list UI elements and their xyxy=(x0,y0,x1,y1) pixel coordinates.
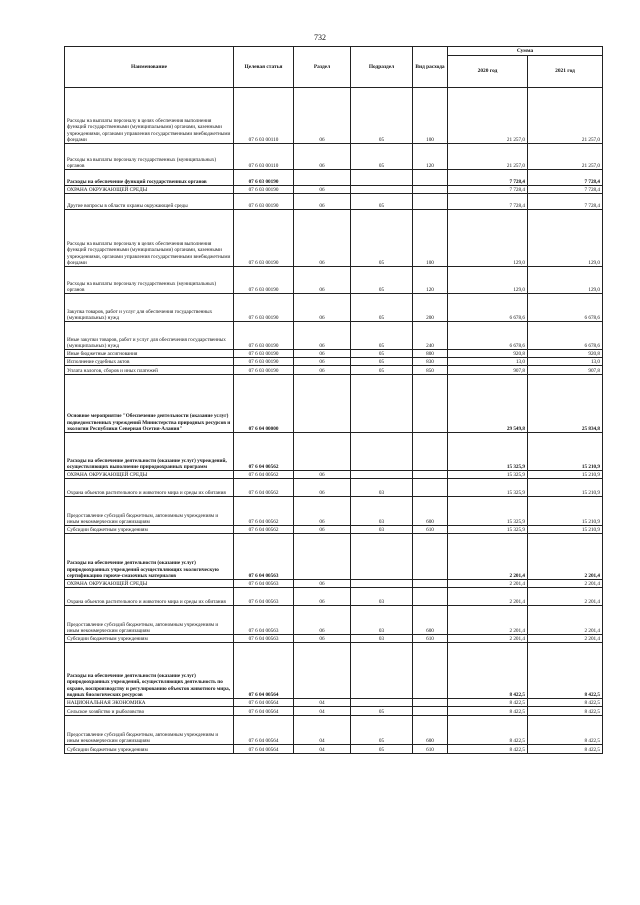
cell-expense-type: 850 xyxy=(413,366,448,375)
cell-section xyxy=(294,534,351,580)
header-article: Целевая статья xyxy=(234,47,294,88)
cell-name: Охрана объектов растительного и животного мира и среды их обитания xyxy=(65,588,234,606)
cell-sum-2020: 13,0 xyxy=(448,358,528,366)
cell-sum-2021: 21 257,0 xyxy=(528,88,603,144)
cell-sum-2020: 7 728,4 xyxy=(448,186,528,194)
cell-sum-2021: 2 201,4 xyxy=(528,606,603,635)
cell-sum-2020: 7 728,4 xyxy=(448,194,528,210)
cell-section: 06 xyxy=(294,350,351,358)
cell-sum-2021: 2 201,4 xyxy=(528,534,603,580)
cell-name: ОХРАНА ОКРУЖАЮЩЕЙ СРЕДЫ xyxy=(65,471,234,479)
cell-expense-type: 610 xyxy=(413,526,448,534)
cell-name: Уплата налогов, сборов и иных платежей xyxy=(65,366,234,375)
header-sum: Сумма xyxy=(448,47,603,56)
cell-subsection xyxy=(351,580,413,588)
cell-section: 06 xyxy=(294,606,351,635)
table-row xyxy=(65,433,603,471)
cell-expense-type: 200 xyxy=(413,294,448,322)
table-row xyxy=(65,366,603,375)
table-row xyxy=(65,322,603,350)
cell-name: Расходы на обеспечение функций государственных органов xyxy=(65,170,234,186)
cell-sum-2020: 7 728,4 xyxy=(448,170,528,186)
cell-sum-2021: 920,8 xyxy=(528,350,603,358)
cell-name: Другие вопросы в области охраны окружающей среды xyxy=(65,194,234,210)
cell-sum-2020: 15 325,9 xyxy=(448,471,528,479)
table-row xyxy=(65,588,603,606)
table-row xyxy=(65,606,603,635)
cell-subsection: 05 xyxy=(351,716,413,745)
table-row xyxy=(65,194,603,210)
cell-sum-2021: 25 834,8 xyxy=(528,375,603,433)
cell-subsection xyxy=(351,186,413,194)
table-row xyxy=(65,526,603,534)
cell-subsection: 05 xyxy=(351,194,413,210)
cell-sum-2020: 920,8 xyxy=(448,350,528,358)
cell-article: 07 6 03 00190 xyxy=(234,210,294,267)
table-row xyxy=(65,350,603,358)
table-row xyxy=(65,267,603,294)
cell-section: 06 xyxy=(294,186,351,194)
cell-expense-type: 800 xyxy=(413,350,448,358)
cell-sum-2021: 15 210,9 xyxy=(528,433,603,471)
cell-sum-2020: 15 325,9 xyxy=(448,433,528,471)
cell-section: 06 xyxy=(294,497,351,526)
cell-article: 07 6 03 00190 xyxy=(234,322,294,350)
cell-article: 07 6 03 00190 xyxy=(234,170,294,186)
cell-name: Расходы на обеспечение деятельности (оказание услуг) природоохранных учреждений, осуществляющих деятельность по охране, воспроизводству и регулированию объектов животного мира, водных биологических ресурсов xyxy=(65,643,234,699)
cell-section: 06 xyxy=(294,479,351,497)
cell-subsection: 05 xyxy=(351,745,413,754)
cell-section xyxy=(294,375,351,433)
cell-sum-2021: 8 422,5 xyxy=(528,707,603,716)
cell-sum-2020: 6 678,6 xyxy=(448,322,528,350)
cell-sum-2020: 15 325,9 xyxy=(448,526,528,534)
cell-section xyxy=(294,170,351,186)
table-row xyxy=(65,88,603,144)
cell-sum-2020: 129,0 xyxy=(448,267,528,294)
cell-expense-type: 830 xyxy=(413,358,448,366)
cell-section: 04 xyxy=(294,699,351,707)
cell-section: 06 xyxy=(294,526,351,534)
cell-name: Расходы на выплаты персоналу в целях обеспечения выполнения функций государственными (муниципальными) органами, казенными учреждениями, органами управления государственными внебюджетными фондами xyxy=(65,210,234,267)
cell-section: 06 xyxy=(294,194,351,210)
cell-sum-2020: 21 257,0 xyxy=(448,144,528,170)
cell-article: 07 6 04 00562 xyxy=(234,433,294,471)
cell-section: 06 xyxy=(294,144,351,170)
cell-name: НАЦИОНАЛЬНАЯ ЭКОНОМИКА xyxy=(65,699,234,707)
header-year-2020: 2020 год xyxy=(448,56,528,88)
cell-sum-2020: 15 325,9 xyxy=(448,479,528,497)
cell-sum-2021: 7 728,4 xyxy=(528,194,603,210)
cell-subsection: 05 xyxy=(351,322,413,350)
cell-article: 07 6 04 00564 xyxy=(234,699,294,707)
cell-expense-type xyxy=(413,170,448,186)
cell-article: 07 6 03 00190 xyxy=(234,366,294,375)
table-row xyxy=(65,580,603,588)
cell-subsection xyxy=(351,170,413,186)
cell-subsection xyxy=(351,699,413,707)
cell-sum-2021: 2 201,4 xyxy=(528,580,603,588)
cell-subsection: 03 xyxy=(351,588,413,606)
table-row xyxy=(65,497,603,526)
cell-sum-2021: 7 728,4 xyxy=(528,170,603,186)
cell-article: 07 6 03 00190 xyxy=(234,358,294,366)
cell-article: 07 6 04 00563 xyxy=(234,635,294,643)
cell-sum-2020: 8 422,5 xyxy=(448,699,528,707)
cell-article: 07 6 03 00190 xyxy=(234,294,294,322)
cell-expense-type xyxy=(413,699,448,707)
cell-expense-type xyxy=(413,534,448,580)
cell-subsection: 05 xyxy=(351,88,413,144)
cell-name: Расходы на обеспечение деятельности (оказание услуг) учреждений, осуществляющих выполнение природоохранных программ xyxy=(65,433,234,471)
cell-subsection xyxy=(351,643,413,699)
table-body xyxy=(65,88,603,754)
cell-expense-type xyxy=(413,643,448,699)
header-name: Наименование xyxy=(65,47,234,88)
table-row xyxy=(65,294,603,322)
cell-name: Иные закупки товаров, работ и услуг для обеспечения государственных (муниципальных) нужд xyxy=(65,322,234,350)
cell-expense-type: 100 xyxy=(413,88,448,144)
cell-sum-2020: 29 549,8 xyxy=(448,375,528,433)
header-subsection: Подраздел xyxy=(351,47,413,88)
cell-article: 07 6 03 00190 xyxy=(234,350,294,358)
table-header xyxy=(65,47,603,88)
cell-subsection: 03 xyxy=(351,526,413,534)
cell-sum-2021: 15 210,9 xyxy=(528,497,603,526)
cell-section: 06 xyxy=(294,210,351,267)
cell-subsection xyxy=(351,375,413,433)
cell-expense-type xyxy=(413,588,448,606)
cell-sum-2020: 2 201,4 xyxy=(448,588,528,606)
cell-subsection: 05 xyxy=(351,366,413,375)
cell-name: Расходы на выплаты персоналу в целях обеспечения выполнения функций государственными (муниципальными) органами, казенными учреждениями, органами управления государственными внебюджетными фондами xyxy=(65,88,234,144)
cell-name: Основное мероприятие "Обеспечение деятельности (оказание услуг) подведомственных учреждений Министерства природных ресурсов и экологии Республики Северная Осетия-Алания" xyxy=(65,375,234,433)
cell-section xyxy=(294,643,351,699)
cell-sum-2021: 6 678,6 xyxy=(528,294,603,322)
cell-expense-type xyxy=(413,186,448,194)
cell-expense-type: 240 xyxy=(413,322,448,350)
cell-expense-type xyxy=(413,580,448,588)
cell-section: 06 xyxy=(294,366,351,375)
table-row xyxy=(65,716,603,745)
cell-subsection: 03 xyxy=(351,497,413,526)
table-row xyxy=(65,144,603,170)
table-row xyxy=(65,358,603,366)
cell-expense-type xyxy=(413,433,448,471)
cell-name: Субсидии бюджетным учреждениям xyxy=(65,526,234,534)
cell-article: 07 6 04 00000 xyxy=(234,375,294,433)
cell-sum-2021: 21 257,0 xyxy=(528,144,603,170)
cell-name: Расходы на обеспечение деятельности (оказание услуг) природоохранных учреждений осуществляющих экологическую сертификацию горюче-смазочных материалов xyxy=(65,534,234,580)
cell-article: 07 6 04 00563 xyxy=(234,580,294,588)
cell-expense-type xyxy=(413,479,448,497)
cell-article: 07 6 03 00110 xyxy=(234,88,294,144)
cell-section: 06 xyxy=(294,267,351,294)
cell-sum-2021: 8 422,5 xyxy=(528,745,603,754)
cell-sum-2020: 8 422,5 xyxy=(448,707,528,716)
header-year-2021: 2021 год xyxy=(528,56,603,88)
cell-sum-2021: 129,0 xyxy=(528,210,603,267)
cell-subsection: 05 xyxy=(351,350,413,358)
cell-name: Предоставление субсидий бюджетным, автономным учреждениям и иным некоммерческим организациям xyxy=(65,606,234,635)
cell-subsection: 03 xyxy=(351,635,413,643)
budget-table xyxy=(64,46,603,754)
cell-article: 07 6 04 00564 xyxy=(234,707,294,716)
cell-expense-type: 120 xyxy=(413,144,448,170)
cell-sum-2021: 907,8 xyxy=(528,366,603,375)
cell-sum-2020: 907,8 xyxy=(448,366,528,375)
cell-sum-2020: 8 422,5 xyxy=(448,716,528,745)
cell-article: 07 6 04 00562 xyxy=(234,526,294,534)
cell-sum-2020: 21 257,0 xyxy=(448,88,528,144)
cell-name: Предоставление субсидий бюджетным, автономным учреждениям и иным некоммерческим организациям xyxy=(65,497,234,526)
cell-sum-2020: 6 678,6 xyxy=(448,294,528,322)
cell-sum-2021: 15 210,9 xyxy=(528,471,603,479)
cell-sum-2020: 2 201,4 xyxy=(448,635,528,643)
table-row xyxy=(65,186,603,194)
cell-subsection: 03 xyxy=(351,606,413,635)
cell-sum-2020: 2 201,4 xyxy=(448,534,528,580)
cell-name: Субсидии бюджетным учреждениям xyxy=(65,635,234,643)
cell-name: Охрана объектов растительного и животного мира и среды их обитания xyxy=(65,479,234,497)
cell-expense-type: 120 xyxy=(413,267,448,294)
cell-name: Субсидии бюджетным учреждениям xyxy=(65,745,234,754)
cell-article: 07 6 04 00564 xyxy=(234,745,294,754)
table-row xyxy=(65,479,603,497)
cell-subsection: 05 xyxy=(351,294,413,322)
cell-section: 04 xyxy=(294,707,351,716)
cell-sum-2020: 8 422,5 xyxy=(448,643,528,699)
cell-article: 07 6 04 00562 xyxy=(234,479,294,497)
cell-sum-2020: 8 422,5 xyxy=(448,745,528,754)
cell-section: 06 xyxy=(294,88,351,144)
cell-sum-2021: 129,0 xyxy=(528,267,603,294)
cell-section: 06 xyxy=(294,588,351,606)
cell-article: 07 6 04 00563 xyxy=(234,534,294,580)
cell-sum-2021: 7 728,4 xyxy=(528,186,603,194)
cell-section: 06 xyxy=(294,358,351,366)
header-section: Раздел xyxy=(294,47,351,88)
cell-article: 07 6 03 00190 xyxy=(234,194,294,210)
cell-article: 07 6 04 00563 xyxy=(234,588,294,606)
cell-sum-2021: 8 422,5 xyxy=(528,699,603,707)
cell-expense-type xyxy=(413,471,448,479)
table-row xyxy=(65,210,603,267)
cell-sum-2020: 15 325,9 xyxy=(448,497,528,526)
cell-subsection: 05 xyxy=(351,144,413,170)
cell-expense-type xyxy=(413,707,448,716)
table-row xyxy=(65,170,603,186)
cell-section: 06 xyxy=(294,322,351,350)
cell-sum-2020: 2 201,4 xyxy=(448,580,528,588)
cell-expense-type xyxy=(413,194,448,210)
cell-expense-type: 610 xyxy=(413,745,448,754)
table-row xyxy=(65,534,603,580)
cell-expense-type: 600 xyxy=(413,606,448,635)
cell-sum-2021: 8 422,5 xyxy=(528,643,603,699)
cell-section xyxy=(294,433,351,471)
cell-subsection xyxy=(351,534,413,580)
cell-name: ОХРАНА ОКРУЖАЮЩЕЙ СРЕДЫ xyxy=(65,580,234,588)
table-row xyxy=(65,643,603,699)
table-row xyxy=(65,635,603,643)
cell-section: 06 xyxy=(294,635,351,643)
cell-article: 07 6 03 00190 xyxy=(234,267,294,294)
cell-sum-2021: 6 678,6 xyxy=(528,322,603,350)
cell-section: 06 xyxy=(294,471,351,479)
cell-sum-2021: 15 210,9 xyxy=(528,526,603,534)
cell-sum-2021: 13,0 xyxy=(528,358,603,366)
cell-expense-type: 100 xyxy=(413,210,448,267)
cell-expense-type xyxy=(413,375,448,433)
table-row xyxy=(65,699,603,707)
table-row xyxy=(65,707,603,716)
cell-subsection: 03 xyxy=(351,479,413,497)
cell-name: Расходы на выплаты персоналу государственных (муниципальных) органов xyxy=(65,144,234,170)
cell-subsection xyxy=(351,471,413,479)
cell-article: 07 6 03 00190 xyxy=(234,186,294,194)
cell-subsection: 05 xyxy=(351,707,413,716)
cell-expense-type: 600 xyxy=(413,497,448,526)
cell-sum-2020: 2 201,4 xyxy=(448,606,528,635)
cell-section: 06 xyxy=(294,580,351,588)
cell-sum-2021: 8 422,5 xyxy=(528,716,603,745)
page-number: 732 xyxy=(314,33,326,42)
header-expense-type: Вид расхода xyxy=(413,47,448,88)
cell-name: Сельское хозяйство и рыболовство xyxy=(65,707,234,716)
cell-subsection: 05 xyxy=(351,267,413,294)
cell-name: Предоставление субсидий бюджетным, автономным учреждениям и иным некоммерческим организациям xyxy=(65,716,234,745)
cell-sum-2021: 15 210,9 xyxy=(528,479,603,497)
cell-name: ОХРАНА ОКРУЖАЮЩЕЙ СРЕДЫ xyxy=(65,186,234,194)
cell-section: 04 xyxy=(294,716,351,745)
table-row xyxy=(65,745,603,754)
table-row xyxy=(65,375,603,433)
cell-article: 07 6 03 00110 xyxy=(234,144,294,170)
cell-name: Иные бюджетные ассигнования xyxy=(65,350,234,358)
cell-sum-2020: 129,0 xyxy=(448,210,528,267)
cell-article: 07 6 04 00564 xyxy=(234,716,294,745)
table-row xyxy=(65,471,603,479)
cell-article: 07 6 04 00563 xyxy=(234,606,294,635)
cell-section: 06 xyxy=(294,294,351,322)
cell-subsection xyxy=(351,433,413,471)
cell-article: 07 6 04 00564 xyxy=(234,643,294,699)
cell-name: Исполнение судебных актов xyxy=(65,358,234,366)
cell-article: 07 6 04 00562 xyxy=(234,471,294,479)
cell-name: Расходы на выплаты персоналу государственных (муниципальных) органов xyxy=(65,267,234,294)
cell-expense-type: 610 xyxy=(413,635,448,643)
cell-sum-2021: 2 201,4 xyxy=(528,588,603,606)
cell-subsection: 05 xyxy=(351,210,413,267)
cell-subsection: 05 xyxy=(351,358,413,366)
cell-name: Закупка товаров, работ и услуг для обеспечения государственных (муниципальных) нужд xyxy=(65,294,234,322)
cell-sum-2021: 2 201,4 xyxy=(528,635,603,643)
cell-expense-type: 600 xyxy=(413,716,448,745)
cell-article: 07 6 04 00562 xyxy=(234,497,294,526)
cell-section: 04 xyxy=(294,745,351,754)
